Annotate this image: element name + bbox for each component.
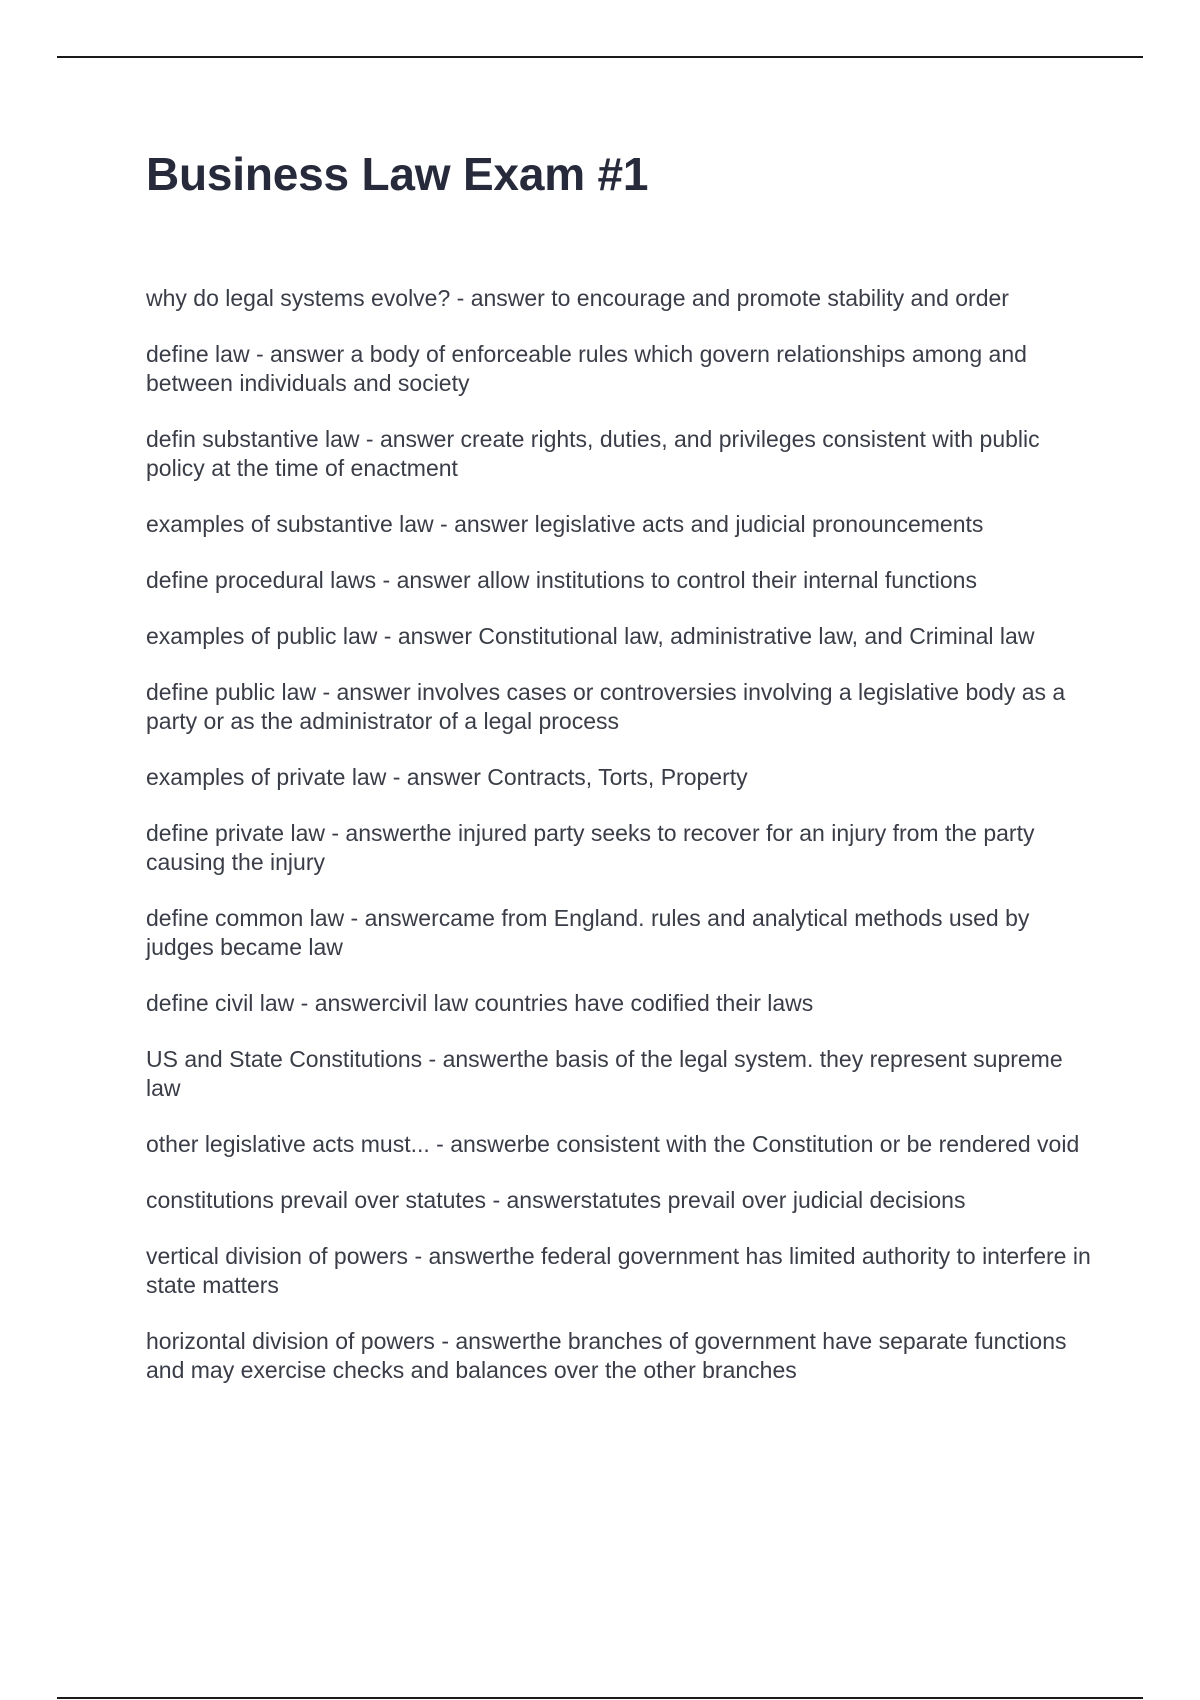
qa-item: define public law - answer involves cases or controversies involving a legislative body as a party or as the administrator of a legal process [146,679,1066,734]
bottom-rule [57,1697,1143,1699]
qa-item: US and State Constitutions - answerthe basis of the legal system. they represent supreme law [146,1046,1063,1101]
qa-item: vertical division of powers - answerthe federal government has limited authority to interfere in state matters [146,1243,1091,1298]
document-body [146,142,1096,1412]
qa-item: examples of private law - answer Contracts, Torts, Property [146,764,748,790]
qa-item: why do legal systems evolve? - answer to encourage and promote stability and order [146,285,1009,311]
qa-item: define common law - answercame from England. rules and analytical methods used by judges became law [146,905,1030,960]
qa-item: define procedural laws - answer allow institutions to control their internal functions [146,567,977,593]
qa-item: define law - answer a body of enforceable rules which govern relationships among and between individuals and society [146,341,1027,396]
qa-item: examples of public law - answer Constitutional law, administrative law, and Criminal law [146,623,1035,649]
qa-item: constitutions prevail over statutes - answerstatutes prevail over judicial decisions [146,1187,966,1213]
top-rule [57,56,1143,58]
qa-item: defin substantive law - answer create rights, duties, and privileges consistent with public policy at the time of enactment [146,426,1040,481]
qa-item: other legislative acts must... - answerbe consistent with the Constitution or be rendered void [146,1131,1080,1157]
qa-item: horizontal division of powers - answerthe branches of government have separate functions and may exercise checks and balances over the other branches [146,1328,1067,1383]
page-title: Business Law Exam #1 [146,148,649,200]
qa-item: define private law - answerthe injured party seeks to recover for an injury from the party causing the injury [146,820,1035,875]
qa-item: define civil law - answercivil law countries have codified their laws [146,990,814,1016]
qa-item: examples of substantive law - answer legislative acts and judicial pronouncements [146,511,984,537]
qa-list [146,284,1096,1385]
